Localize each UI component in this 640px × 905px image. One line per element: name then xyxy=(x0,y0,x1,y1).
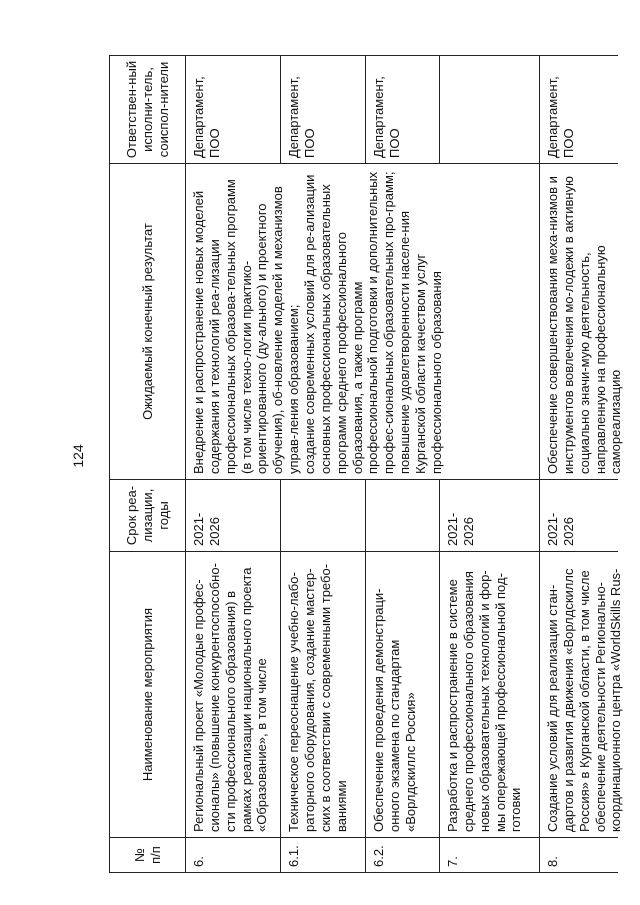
row-responsible: Департамент, ПОО xyxy=(366,55,440,164)
row-number: 7. xyxy=(440,838,540,873)
row-event-name: Техническое переоснащение учебно-лабо-раторного оборудования, создание мастер-ских в соответствии с современными требо-ваниями xyxy=(281,552,366,838)
row-term: 2021-2026 xyxy=(540,480,618,552)
row-term xyxy=(366,480,440,552)
row-number: 6.2. xyxy=(366,838,440,873)
table-row xyxy=(539,55,624,873)
program-table xyxy=(109,55,624,873)
row-number: 6. xyxy=(186,838,281,873)
header-term: Срок реа-лизации, годы xyxy=(110,480,186,552)
row-term: 2021-2026 xyxy=(186,480,281,552)
header-expected-result: Ожидаемый конечный результат xyxy=(110,164,186,480)
page-number: 124 xyxy=(70,444,86,468)
row-term: 2021-2026 xyxy=(440,480,540,552)
row-expected-result: Обеспечение совершенствования меха-низмов и инструментов вовлечения мо-лодежи в активную социально значи-мую деятельность, направленную на профессиональную самореализацию xyxy=(540,164,618,480)
row-number: 6.1. xyxy=(281,838,366,873)
row-event-name: Региональный проект «Молодые профес-сионалы» (повышение конкурентоспособно-сти профессионального образования) в рамках реализации национального проекта «Образование», в том числе xyxy=(186,552,281,838)
table-header-row xyxy=(109,55,186,873)
row-number: 8. xyxy=(540,838,618,873)
row-event-name: Обеспечение проведения демонстраци-онного экзамена по стандартам «Ворлдскиллс Россия» xyxy=(366,552,440,838)
header-responsible: Ответствен-ный исполни-тель, соиспол-нители xyxy=(110,55,186,164)
row-event-name: Создание условий для реализации стан-дартов и развития движения «Ворлдскиллс Россия» в Курганской области, в том числе обеспечение деятельности Регионально-координационного центра «WorldSkills Rus- xyxy=(540,552,618,838)
header-number: № п/п xyxy=(110,838,186,873)
row-border-right xyxy=(281,55,366,164)
row-responsible: Департамент, ПОО xyxy=(281,55,366,164)
row-expected-result: Внедрение и распространение новых моделей содержания и технологий реа-лизации профессиональных образова-тельных программ (в том числе техно-логии практико-ориентированного (ду-ального) и проектного обучения), об-новление моделей и механизмов управ-ления образованием; создание современных условий для ре-ализации основных профессиональных образовательных программ среднего профессионального образования, а также программ профессиональной подготовки и дополнительных профес-сиональных образовательных про-грамм; повышение удовлетворенности населе-ния Курганской области качеством услуг профессионального образования xyxy=(186,164,516,480)
row-responsible xyxy=(440,55,540,164)
row-responsible: Департамент, ПОО xyxy=(540,55,618,164)
row-responsible: Департамент, ПОО xyxy=(186,55,281,164)
row-event-name: Разработка и распространение в системе среднего профессионального образования новых образовательных технологий и фор-мы опережающей профессиональной под-готовки xyxy=(440,552,540,838)
row-term xyxy=(281,480,366,552)
header-event-name: Наименование мероприятия xyxy=(110,552,186,838)
